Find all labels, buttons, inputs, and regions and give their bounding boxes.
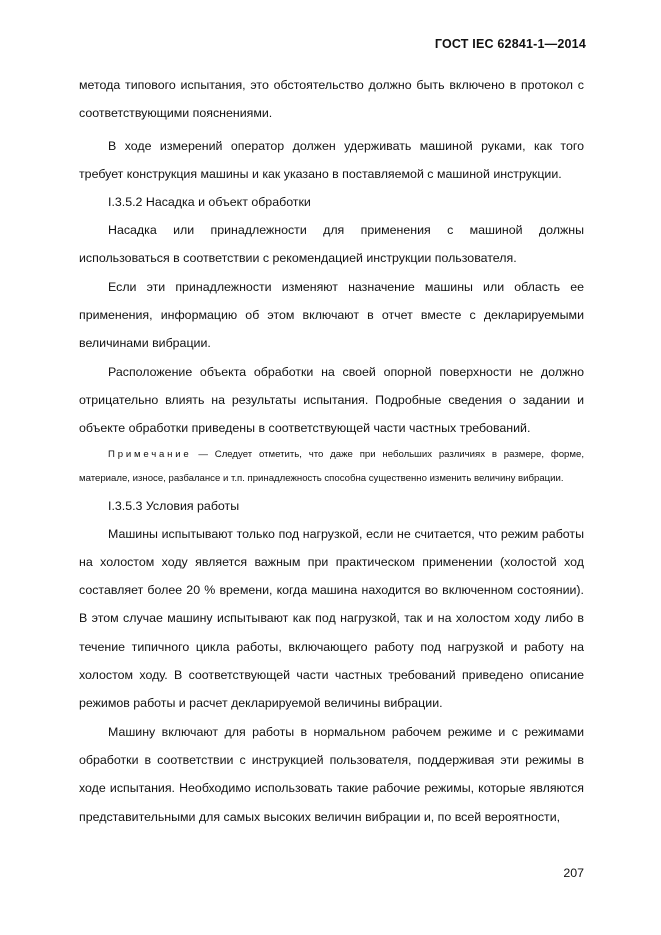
section-heading-i353: I.3.5.3 Условия работы [108,498,240,513]
note [79,443,584,492]
paragraph-attachments-change: Если эти принадлежности изменяют назначение машины или область ее применения, информацию об этом включают в отчет вместе с декларируемыми величинами вибрации. [79,279,584,351]
paragraph-load-conditions: Машины испытывают только под нагрузкой, если не считается, что режим работы на холостом ходу является важным при практическом применении (холостой ход составляет более 20 % времени, когда машина находится во включенном состоянии). В этом случае машину испытывают как под нагрузкой, так и на холостом ходу либо в течение типичного цикла работы, включающего работу под нагрузкой и работу на холостом ходу. В соответствующей части частных требований приведено описание режимов работы и расчет декларируемой величины вибрации. [79,526,584,711]
paragraph-workpiece-position: Расположение объекта обработки на своей опорной поверхности не должно отрицательно влиять на результаты испытания. Подробные сведения о задании и объекте обработки приведены в соответствующей части частных требований. [79,364,584,436]
document-body [79,71,584,831]
note-text: — Следует отметить, что даже при небольших различиях в размере, форме, материале, износе, разбалансе и т.п. принадлежность способна существенно изменить величину вибрации. [79,448,584,485]
section-heading-i352: I.3.5.2 Насадка и объект обработки [108,195,311,210]
document-header: ГОСТ IEC 62841-1—2014 [434,37,586,51]
paragraph-operator-grip: В ходе измерений оператор должен удерживать машиной руками, как того требует конструкция машины и как указано в поставляемой с машиной инструкции. [79,138,584,181]
paragraph-attachments-use: Насадка или принадлежности для применения с машиной должны использоваться в соответствии с рекомендацией инструкции пользователя. [79,223,584,266]
page-number: 207 [563,866,584,880]
paragraph-continuation: метода типового испытания, это обстоятельство должно быть включено в протокол с соответствующими пояснениями. [79,78,584,121]
note-label: Примечание [108,448,192,460]
paragraph-operating-modes: Машину включают для работы в нормальном рабочем режиме и с режимами обработки в соответствии с инструкцией пользователя, поддерживая эти режимы в ходе испытания. Необходимо использовать такие рабочие режимы, которые являются представительными для самых высоких величин вибрации и, по всей вероятности, [79,724,584,824]
